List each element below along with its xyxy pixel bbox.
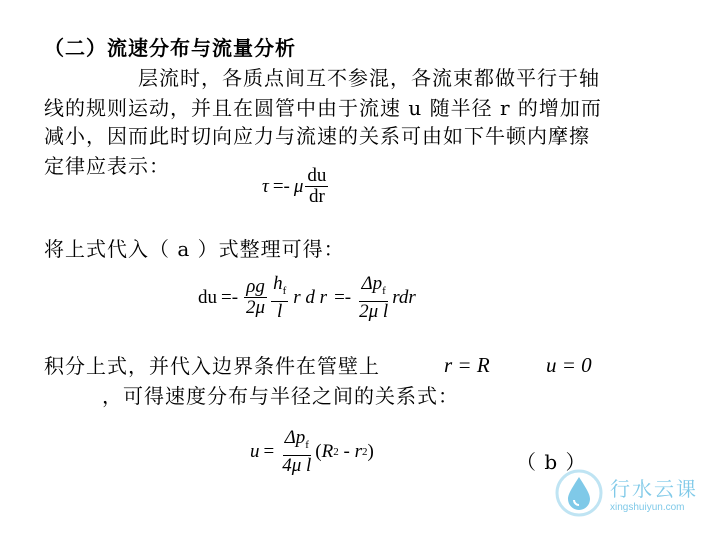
fraction-hf-l: [271, 274, 288, 322]
equation-integral-form: [198, 274, 416, 322]
paragraph-line: ，可得速度分布与半径之间的关系式：: [102, 384, 459, 408]
fraction-dpf-4mul: [280, 428, 313, 476]
boundary-condition-r: r = R: [444, 353, 490, 377]
du-term: du: [198, 286, 217, 308]
watermark-logo: [554, 468, 698, 518]
subscript: f: [282, 284, 287, 297]
boundary-condition-u: u = 0: [546, 353, 592, 377]
tau-symbol: τ: [262, 175, 269, 197]
subscript: f: [305, 438, 309, 451]
paragraph-line: 层流时，各质点间互不参混，各流束都做平行于轴: [138, 66, 600, 90]
section-heading: （二）流速分布与流量分析: [44, 36, 296, 60]
logo-url: xingshuiyun.com: [610, 502, 685, 513]
mu-symbol: μ: [293, 175, 304, 197]
superscript: 2: [333, 445, 339, 458]
numerator: h: [273, 273, 283, 294]
numerator: Δp: [284, 427, 306, 448]
subscript: f: [382, 284, 386, 297]
numerator: Δp: [361, 273, 383, 294]
r-symbol: r: [354, 440, 362, 462]
paragraph-line: 减小，因而此时切向应力与流速的关系可由如下牛顿内摩擦: [44, 124, 590, 148]
minus: -: [338, 440, 355, 462]
paragraph-line: 定律应表示：: [44, 154, 170, 178]
R-symbol: R: [321, 440, 334, 462]
close-paren: ): [367, 440, 374, 462]
equals-minus: =-: [334, 286, 352, 308]
logo-name: 行水云课: [610, 477, 698, 501]
paragraph-line: 线的规则运动，并且在圆管中由于流速 u 随半径 r 的增加而: [44, 96, 602, 120]
fraction-rho-g: [244, 277, 267, 318]
equation-velocity-distribution: [250, 428, 374, 476]
denominator: dr: [308, 186, 325, 207]
rdr-term: rdr: [392, 286, 416, 308]
open-paren: (: [315, 440, 322, 462]
numerator: ρg: [246, 276, 265, 298]
paragraph-line: 将上式代入（ a ）式整理可得：: [44, 237, 345, 261]
paragraph-line: 积分上式，并代入边界条件在管壁上: [44, 354, 380, 378]
water-drop-icon: [554, 468, 604, 518]
denominator: 2μ l: [359, 300, 389, 322]
equals-minus: =-: [221, 286, 239, 308]
equation-newton: [262, 166, 330, 207]
fraction-dpf: [357, 274, 390, 322]
superscript: 2: [361, 445, 368, 458]
equals: =: [263, 440, 275, 462]
equals-minus: =-: [272, 175, 290, 197]
r-dr-term: r d r: [293, 286, 328, 308]
fraction-du-dr: [305, 166, 328, 207]
equation-label: （ b ）: [516, 450, 587, 474]
u-symbol: u: [250, 440, 260, 462]
numerator: du: [307, 165, 327, 186]
denominator: 2μ: [246, 297, 266, 319]
denominator: l: [277, 300, 283, 322]
denominator: 4μ l: [282, 454, 312, 476]
